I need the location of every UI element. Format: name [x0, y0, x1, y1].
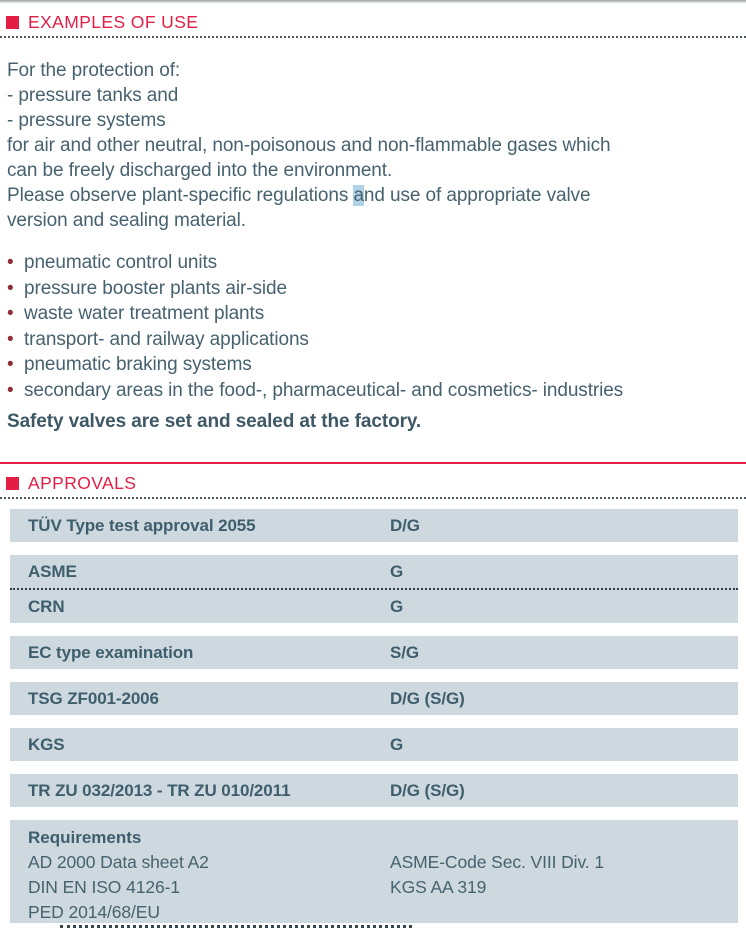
- bullet-dot-icon: •: [7, 252, 14, 273]
- table-row: [10, 682, 738, 715]
- list-item-text: waste water treatment plants: [24, 303, 265, 324]
- approval-label: TSG ZF001-2006: [28, 688, 159, 708]
- selected-character: a: [353, 185, 364, 206]
- list-item: [7, 327, 746, 353]
- paragraph-line: - pressure systems: [7, 110, 166, 131]
- dotted-divider: [0, 497, 746, 499]
- requirements-block: [10, 820, 738, 923]
- line-segment: nd use of appropriate valve: [363, 185, 591, 206]
- approval-label: TÜV Type test approval 2055: [28, 515, 256, 535]
- section-title: EXAMPLES OF USE: [28, 11, 199, 32]
- table-row: [10, 509, 738, 542]
- list-item-text: transport- and railway applications: [24, 328, 309, 350]
- requirement-item: KGS AA 319: [390, 877, 487, 897]
- approval-label: KGS: [28, 734, 65, 754]
- row-gap: [0, 715, 746, 728]
- paragraph-line: can be freely discharged into the environment.: [7, 160, 393, 181]
- bullet-dot-icon: •: [7, 354, 14, 375]
- table-row: [10, 555, 738, 588]
- approval-label: EC type examination: [28, 642, 194, 662]
- row-gap: [0, 623, 746, 636]
- paragraph-line: - pressure tanks and: [7, 85, 179, 106]
- page-top-divider: [0, 0, 746, 3]
- requirements-right-column: [390, 850, 604, 925]
- requirement-item: DIN EN ISO 4126-1: [28, 877, 180, 897]
- approvals-table: [0, 509, 746, 923]
- red-square-icon: [6, 477, 19, 490]
- paragraph-line: [7, 183, 746, 208]
- requirements-title: Requirements: [28, 828, 142, 847]
- list-item: [7, 301, 746, 327]
- approval-label: TR ZU 032/2013 - TR ZU 010/2011: [28, 780, 291, 800]
- approval-value: D/G (S/G): [390, 688, 465, 708]
- bullet-dot-icon: •: [7, 303, 14, 324]
- paragraph-line: version and sealing material.: [7, 210, 246, 231]
- requirements-left-column: [28, 850, 390, 925]
- applications-list: [7, 250, 746, 403]
- bullet-dot-icon: •: [7, 277, 14, 299]
- approval-label: CRN: [28, 596, 65, 616]
- row-gap: [0, 669, 746, 682]
- page-bottom-divider: [60, 925, 412, 928]
- red-square-icon: [6, 16, 19, 29]
- intro-paragraph: [7, 58, 746, 233]
- section-header-examples: [6, 12, 746, 32]
- bullet-dot-icon: •: [7, 379, 14, 401]
- requirement-item: ASME-Code Sec. VIII Div. 1: [390, 852, 604, 872]
- dotted-divider: [0, 36, 746, 38]
- section-examples-of-use: [0, 12, 746, 434]
- table-row: [10, 728, 738, 761]
- list-item: [7, 250, 746, 276]
- approval-value: G: [390, 561, 404, 581]
- requirement-item: PED 2014/68/EU: [28, 902, 160, 922]
- section-header-approvals: [6, 473, 746, 493]
- list-item-text: secondary areas in the food-, pharmaceutical- and cosmetics- industries: [24, 379, 624, 401]
- list-item: [7, 378, 746, 404]
- paragraph-line: For the protection of:: [7, 60, 181, 81]
- list-item-text: pneumatic control units: [24, 252, 218, 273]
- approval-label: ASME: [28, 561, 77, 581]
- bullet-dot-icon: •: [7, 328, 14, 350]
- list-item-text: pneumatic braking systems: [24, 354, 252, 375]
- row-gap: [0, 807, 746, 820]
- approval-value: D/G: [390, 515, 420, 535]
- approval-value: S/G: [390, 642, 419, 662]
- list-item: [7, 276, 746, 302]
- list-item: [7, 352, 746, 378]
- list-item-text: pressure booster plants air-side: [24, 277, 287, 299]
- section-title: APPROVALS: [28, 472, 137, 493]
- row-gap: [0, 761, 746, 774]
- line-segment: Please observe plant-specific regulations: [7, 185, 354, 206]
- section-top-rule: [0, 462, 746, 464]
- approval-value: D/G (S/G): [390, 780, 465, 800]
- table-row: [10, 590, 738, 623]
- requirements-columns: [28, 850, 738, 925]
- paragraph-line: for air and other neutral, non-poisonous and non-flammable gases which: [7, 135, 611, 156]
- table-row: [10, 636, 738, 669]
- requirement-item: AD 2000 Data sheet A2: [28, 852, 209, 872]
- approval-value: G: [390, 596, 404, 616]
- factory-seal-note: Safety valves are set and sealed at the factory.: [7, 411, 422, 432]
- section-approvals: [0, 462, 746, 923]
- approval-value: G: [390, 734, 404, 754]
- row-gap: [0, 542, 746, 555]
- table-row: [10, 774, 738, 807]
